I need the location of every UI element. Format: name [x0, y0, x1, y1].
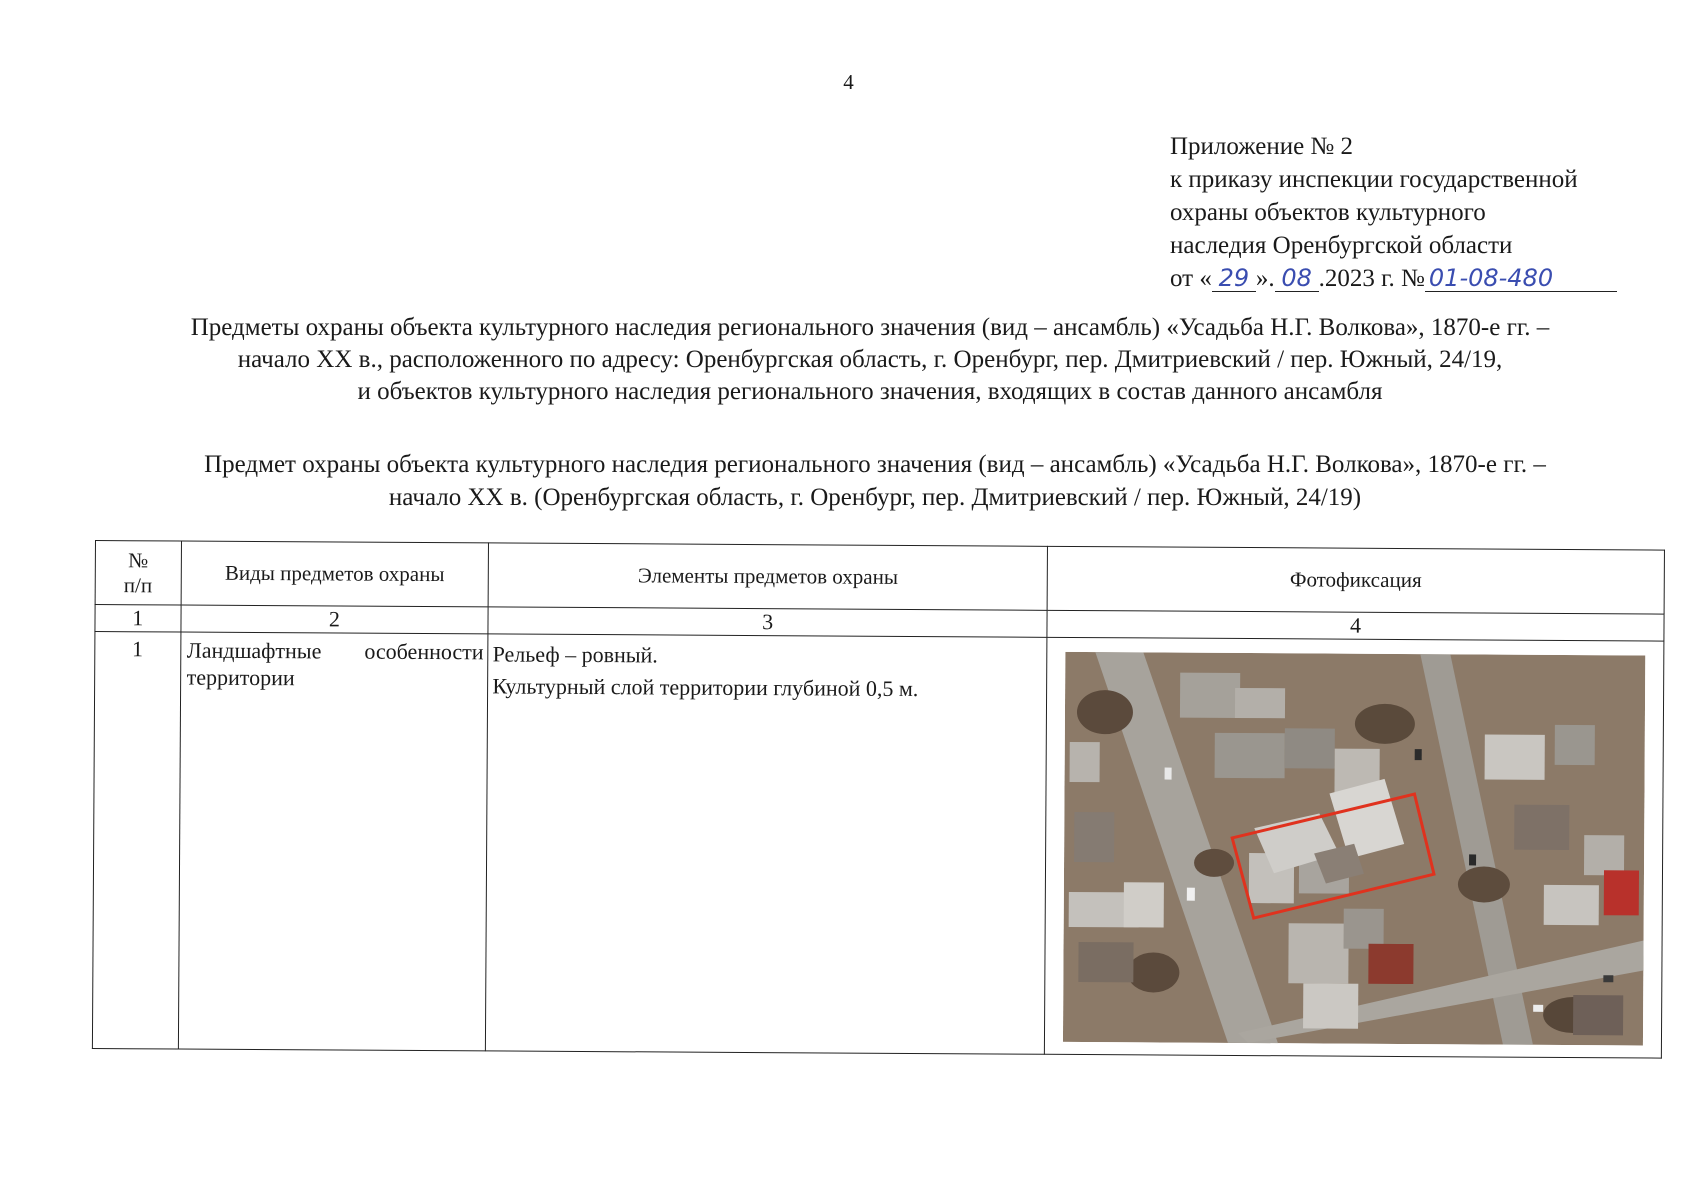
column-number: 2 — [180, 605, 488, 634]
column-number: 1 — [95, 605, 181, 633]
document-title — [70, 312, 1670, 408]
column-number: 4 — [1047, 610, 1664, 641]
header-elements: Элементы предметов охраны — [488, 543, 1047, 610]
protection-elements-cell — [486, 634, 1047, 1054]
appendix-block — [1170, 130, 1650, 295]
column-number: 3 — [488, 607, 1047, 637]
header-number-symbol: № — [128, 547, 149, 572]
appendix-title: Приложение № 2 — [1170, 133, 1354, 160]
aerial-photo — [1063, 652, 1645, 1046]
document-subtitle — [80, 448, 1670, 514]
appendix-date-line — [1170, 262, 1650, 295]
protection-table — [92, 540, 1665, 1059]
order-number: 01-08-480 — [1425, 265, 1617, 292]
appendix-line-4: наследия Оренбургской области — [1170, 232, 1513, 259]
appendix-line-2: к приказу инспекции государственной — [1170, 166, 1578, 193]
header-types: Виды предметов охраны — [181, 541, 489, 607]
protection-type-line-1: Ландшафтные особенности — [186, 637, 484, 665]
header-photo: Фотофиксация — [1047, 546, 1664, 614]
element-cultural-layer: Культурный слой территории глубиной 0,5 м. — [492, 673, 919, 702]
row-number: 1 — [92, 632, 180, 1050]
element-relief: Рельеф – ровный. — [492, 641, 658, 668]
subtitle-line-1: Предмет охраны объекта культурного наследия регионального значения (вид – ансамбль) «Усадьба Н.Г. Волкова», 1870-е гг. – — [204, 451, 1546, 478]
header-number-abbr: п/п — [123, 572, 153, 597]
protection-type-cell — [178, 632, 488, 1051]
date-prefix: от « — [1170, 265, 1212, 292]
subtitle-line-2: начало XX в. (Оренбургская область, г. Оренбург, пер. Дмитриевский / пер. Южный, 24/19) — [388, 484, 1362, 511]
table-row — [92, 632, 1664, 1059]
table-header-row — [95, 541, 1664, 615]
date-day: 29 — [1212, 265, 1256, 292]
title-line-1: Предметы охраны объекта культурного наследия регионального значения (вид – ансамбль) «Усадьба Н.Г. Волкова», 1870-е гг. – — [190, 314, 1550, 341]
date-mid: ». — [1255, 265, 1275, 292]
date-year: .2023 г. № — [1318, 265, 1425, 292]
date-month: 08 — [1275, 265, 1319, 292]
title-line-2: начало XX в., расположенного по адресу: Оренбургская область, г. Оренбург, пер. Дмитриевский / пер. Южный, 24/19, — [237, 346, 1503, 373]
header-number — [95, 541, 181, 606]
appendix-line-3: охраны объектов культурного — [1170, 199, 1486, 226]
page-number: 4 — [843, 70, 854, 94]
title-line-3: и объектов культурного наследия регионального значения, входящих в состав данного ансамбля — [357, 378, 1383, 405]
photo-cell — [1044, 637, 1664, 1058]
protection-type-line-2: территории — [186, 664, 295, 691]
